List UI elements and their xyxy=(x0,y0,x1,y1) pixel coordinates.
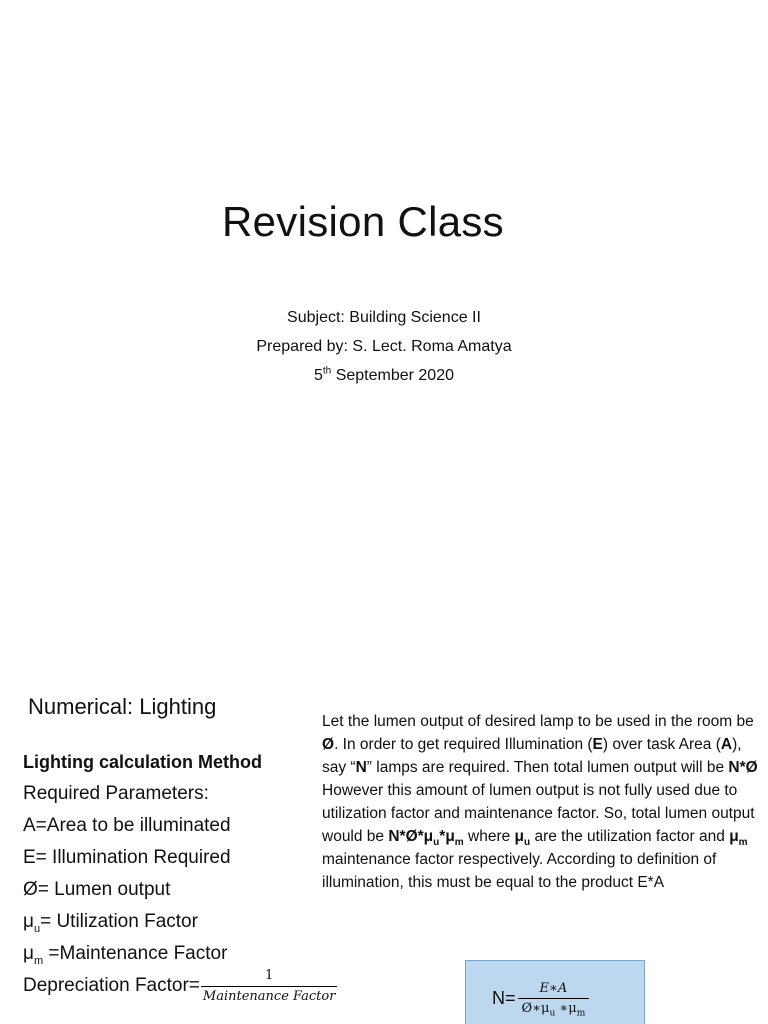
paragraph-2: However this amount of lumen output is not fully used due to utilization factor and maintenance factor. So, total lumen output would be $N*Ø*\mu_u*\mu_m$ where $\mu_u$ are the utilization factor and $\mu_m$ maintenance factor respectively. According to definition of illumination, this must be equal to the product E*A xyxy=(322,782,755,891)
formula-box xyxy=(465,960,645,1024)
param-area: A=Area to be illuminated xyxy=(23,815,231,836)
slide-title: Numerical: Lighting xyxy=(28,694,217,719)
formula-fraction xyxy=(518,981,590,1019)
method-heading: Lighting calculation Method xyxy=(23,752,262,772)
formula-lhs: N= xyxy=(492,988,516,1008)
formula-numerator: E∗A xyxy=(539,981,568,996)
fraction-numerator: 1 xyxy=(265,968,274,983)
depreciation-label: Depreciation Factor= xyxy=(23,975,200,996)
explanation-paragraph xyxy=(322,710,762,894)
date-day: 5 xyxy=(314,367,323,384)
lamp-count-formula xyxy=(492,981,589,1019)
slide-2 xyxy=(0,660,768,1024)
parameters-list xyxy=(23,746,313,970)
param-maintenance: $\mu_m$ =Maintenance Factor xyxy=(23,943,228,967)
date-rest: September 2020 xyxy=(331,367,454,384)
date-line xyxy=(0,367,768,385)
formula-denominator: $Ø∗\mu_u$ $∗\mu_m$ xyxy=(518,998,590,1016)
required-params-label: Required Parameters: xyxy=(23,783,209,804)
param-illumination: E= Illumination Required xyxy=(23,847,231,868)
prepared-by-line: Prepared by: S. Lect. Roma Amatya xyxy=(256,338,512,355)
paragraph-1: Let the lumen output of desired lamp to be used in the room be Ø. In order to get required Illumination (E) over task Area (A), say “N” lamps are required. Then total lumen output will be N*Ø xyxy=(322,713,758,776)
param-lumen: Ø= Lumen output xyxy=(23,879,171,900)
subject-line: Subject: Building Science II xyxy=(287,309,481,326)
depreciation-factor xyxy=(23,968,337,1004)
date-suffix: th xyxy=(322,365,332,377)
depreciation-fraction xyxy=(201,968,338,1004)
slide-title: Revision Class xyxy=(222,198,504,245)
param-utilization: $\mu_u=$ Utilization Factor xyxy=(23,911,198,935)
fraction-denominator: Maintenance Factor xyxy=(201,986,338,1004)
